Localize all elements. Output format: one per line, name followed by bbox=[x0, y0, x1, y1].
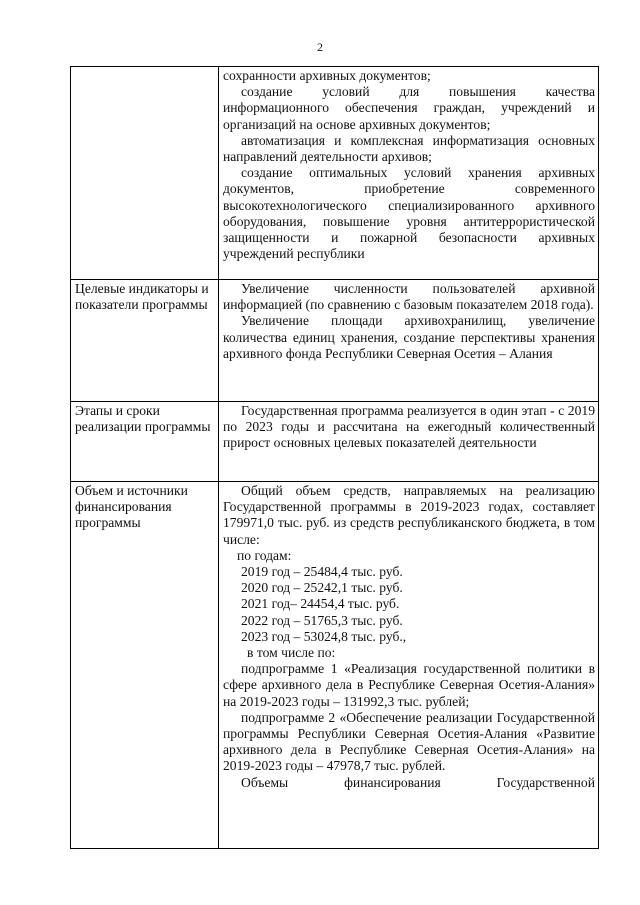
paragraph: создание оптимальных условий хранения архивных документов, приобретение современного высокотехнологического специализированного архивного оборудования, повышение уровня антитеррористической защищенности и пожарной безопасности архивных учреждений республики bbox=[223, 165, 595, 262]
by-years-label: по годам: bbox=[237, 547, 292, 563]
passport-table bbox=[70, 66, 599, 849]
row-value bbox=[219, 280, 599, 402]
page-number: 2 bbox=[317, 40, 323, 54]
year-line: 2022 год – 51765,3 тыс. руб. bbox=[241, 612, 403, 628]
row-value bbox=[219, 67, 599, 280]
paragraph: создание условий для повышения качества информационного обеспечения граждан, учреждений и организаций на основе архивных документов; bbox=[223, 84, 595, 132]
table-row bbox=[71, 482, 599, 849]
paragraph: Увеличение численности пользователей архивной информацией (по сравнению с базовым показателем 2018 года). bbox=[223, 281, 595, 313]
paragraph: Увеличение площади архивохранилищ, увеличение количества единиц хранения, создание перспективы хранения архивного фонда Республики Северная Осетия – Алания bbox=[223, 313, 595, 361]
year-line: 2021 год– 24454,4 тыс. руб. bbox=[241, 596, 400, 612]
year-line: 2020 год – 25242,1 тыс. руб. bbox=[241, 580, 403, 596]
table-row bbox=[71, 280, 599, 402]
subprogram-paragraph: подпрограмме 1 «Реализация государственной политики в сфере архивного дела в Республике Северная Осетия-Алания» на 2019-2023 годы – 131992,3 тыс. рублей; bbox=[223, 661, 595, 709]
subprogram-paragraph: подпрограмме 2 «Обеспечение реализации Государственной программы Республики Северная Осетия-Алания «Развитие архивного дела в Республике Северная Осетия-Алания» на 2019-2023 годы – 47978,7 тыс. рублей. bbox=[223, 709, 595, 774]
paragraph: автоматизация и комплексная информатизация основных направлений деятельности архивов; bbox=[223, 132, 595, 165]
table-row bbox=[71, 402, 599, 482]
year-line: 2019 год – 25484,4 тыс. руб. bbox=[241, 564, 403, 580]
paragraph: сохранности архивных документов; bbox=[223, 68, 431, 83]
row-label: Целевые индикаторы и показатели программы bbox=[71, 280, 219, 402]
row-label: Объем и источники финансирования программы bbox=[71, 482, 219, 849]
row-value bbox=[219, 482, 599, 849]
paragraph: Общий объем средств, направляемых на реализацию Государственной программы в 2019-2023 годах, составляет 179971,0 тыс. руб. из средств республиканского бюджета, в том числе: bbox=[223, 483, 595, 547]
table-row bbox=[71, 67, 599, 280]
row-label bbox=[71, 67, 219, 280]
paragraph: Государственная программа реализуется в один этап - с 2019 по 2023 годы и рассчитана на ежегодный количественный прирост основных целевых показателей деятельности bbox=[223, 403, 595, 451]
including-label: в том числе по: bbox=[247, 645, 336, 661]
row-value bbox=[219, 402, 599, 482]
paragraph: Объемы финансирования Государственной bbox=[241, 774, 595, 790]
row-label: Этапы и сроки реализации программы bbox=[71, 402, 219, 482]
year-line: 2023 год – 53024,8 тыс. руб., bbox=[241, 628, 407, 644]
